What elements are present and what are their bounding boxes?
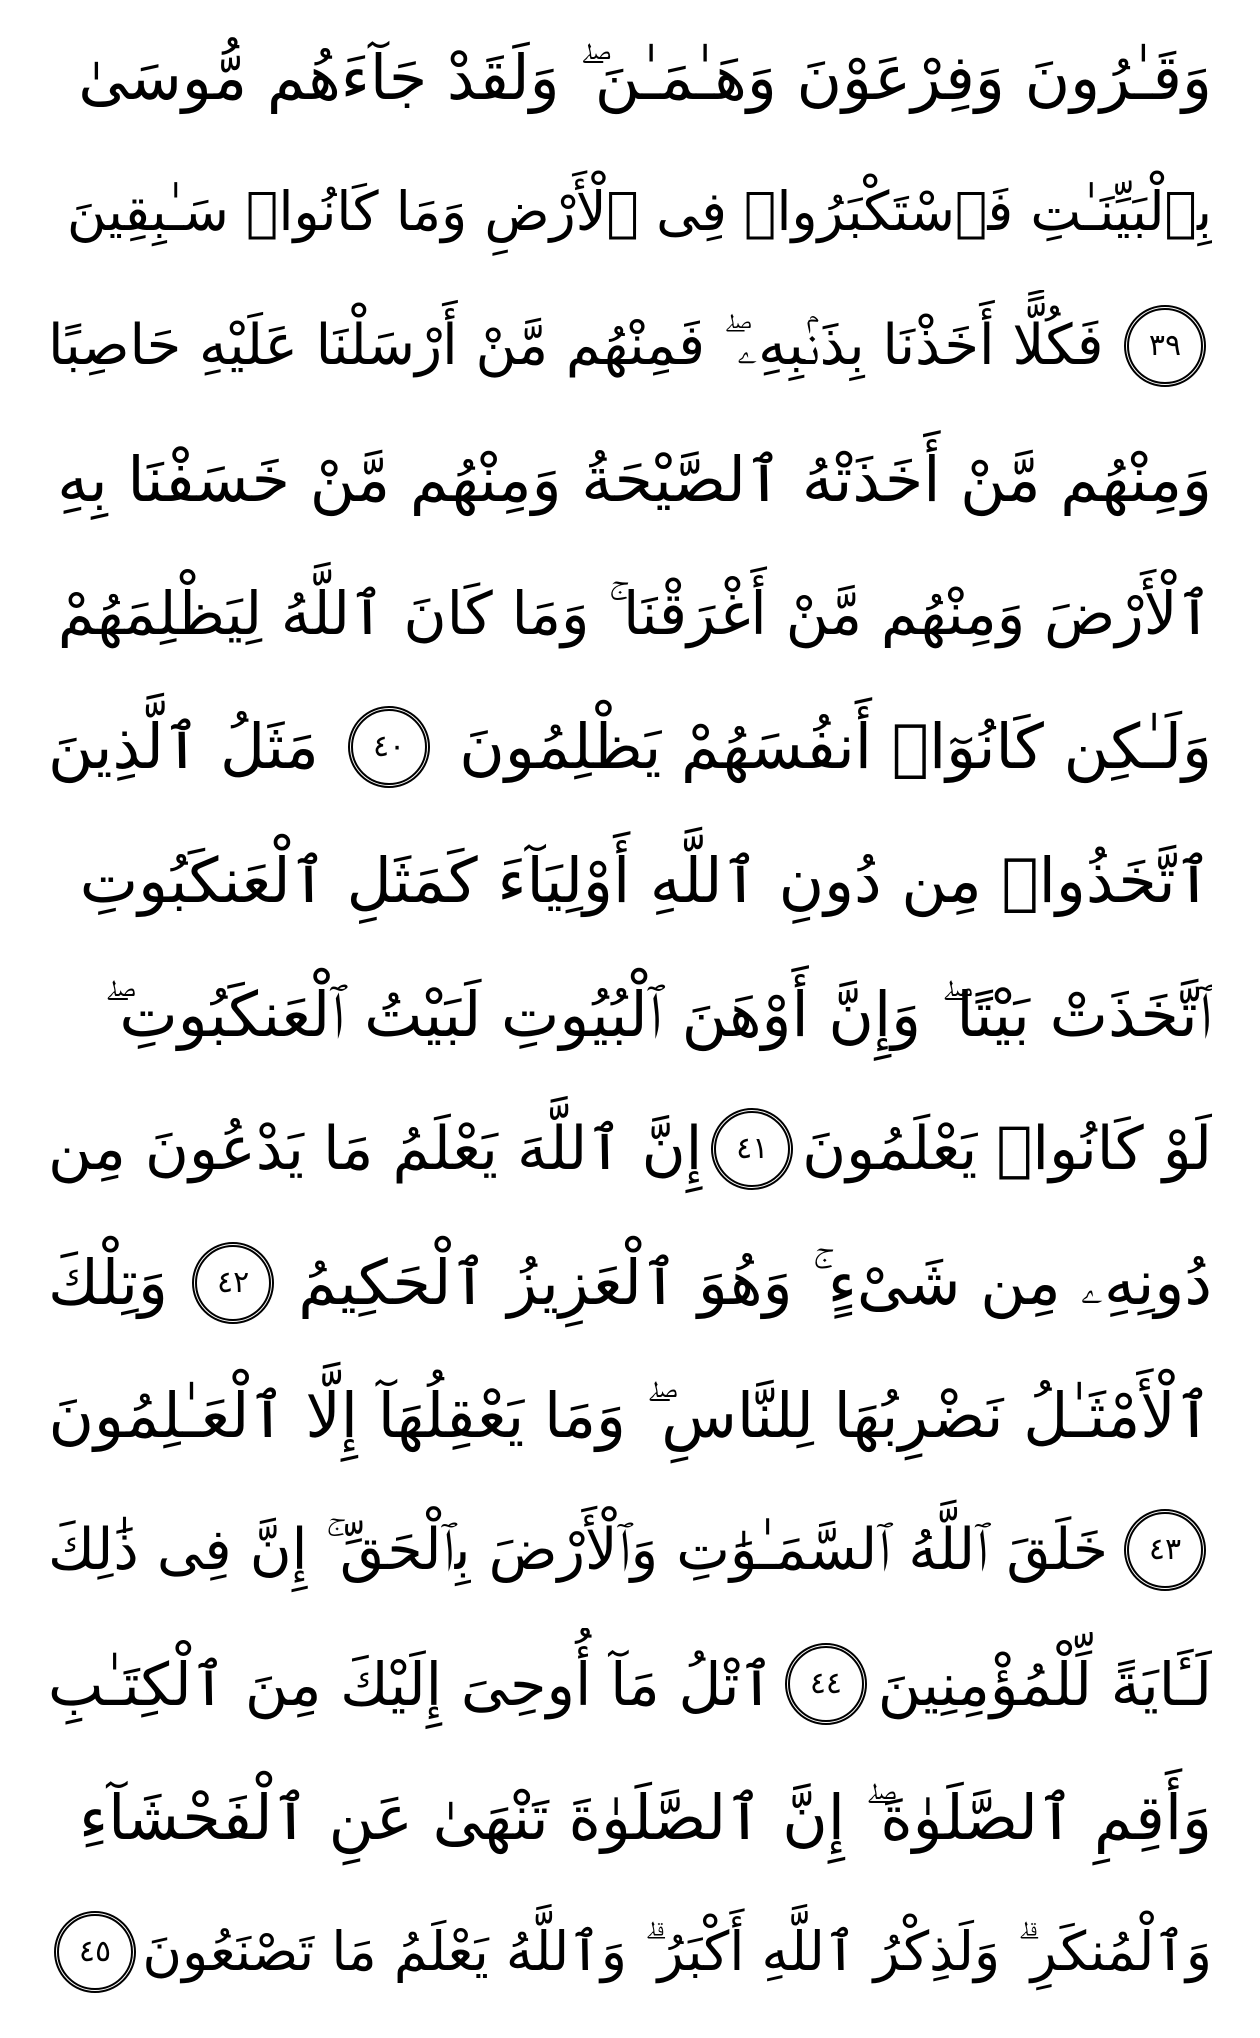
verse-line	[48, 22, 1212, 134]
verse-text: بِٱلْبَيِّنَـٰتِ فَٱسْتَكْبَرُوا۟ فِى ٱلْأَرْضِ وَمَا كَانُوا۟ سَـٰبِقِينَ	[66, 179, 1212, 243]
ayah-number-marker: ٤٣	[1124, 1509, 1206, 1591]
verse-text: فَكُلًّا أَخَذْنَا بِذَنۢبِهِۦ ۖ فَمِنْهُم مَّنْ أَرْسَلْنَا عَلَيْهِ حَاصِبًا	[48, 312, 1104, 378]
ayah-number-marker: ٤٤	[785, 1643, 867, 1725]
verse-text: وَلَـٰكِن كَانُوٓا۟ أَنفُسَهُمْ يَظْلِمُونَ	[459, 710, 1212, 784]
verse-line	[48, 290, 1212, 402]
verse-line	[48, 1762, 1212, 1874]
verse-text: خَلَقَ ٱللَّهُ ٱلسَّمَـٰوَٰتِ وَٱلْأَرْضَ بِٱلْحَقِّ ۚ إِنَّ فِى ذَٰلِكَ	[48, 1516, 1108, 1583]
ayah-number-marker: ٤٠	[348, 706, 430, 788]
verse-text: ٱتَّخَذَتْ بَيْتًا ۖ وَإِنَّ أَوْهَنَ ٱلْبُيُوتِ لَبَيْتُ ٱلْعَنكَبُوتِ ۖ	[103, 977, 1212, 1051]
verse-text: ٱتْلُ مَآ أُوحِىَ إِلَيْكَ مِنَ ٱلْكِتَـٰبِ	[48, 1649, 775, 1719]
verse-text: ٱلْأَمْثَـٰلُ نَضْرِبُهَا لِلنَّاسِ ۖ وَمَا يَعْقِلُهَآ إِلَّا ٱلْعَـٰلِمُونَ	[48, 1379, 1212, 1453]
verse-text: مَثَلُ ٱلَّذِينَ	[48, 710, 319, 784]
verse-text: لَـَٔايَةً لِّلْمُؤْمِنِينَ	[877, 1649, 1212, 1719]
verse-line	[48, 1227, 1212, 1339]
ayah-number-marker: ٣٩	[1124, 305, 1206, 387]
verse-line	[48, 691, 1212, 803]
verse-line	[48, 959, 1212, 1071]
verse-lines	[48, 22, 1212, 2008]
verse-text: دُونِهِۦ مِن شَىْءٍ ۚ وَهُوَ ٱلْعَزِيزُ ٱلْحَكِيمُ	[298, 1245, 1212, 1319]
verse-text: وَقَـٰرُونَ وَفِرْعَوْنَ وَهَـٰمَـٰنَ ۖ وَلَقَدْ جَآءَهُم مُّوسَىٰ	[78, 41, 1212, 114]
verse-text: ٱتَّخَذُوا۟ مِن دُونِ ٱللَّهِ أَوْلِيَآءَ كَمَثَلِ ٱلْعَنكَبُوتِ	[79, 844, 1212, 918]
verse-text: وَٱلْمُنكَرِ ۗ وَلَذِكْرُ ٱللَّهِ أَكْبَرُ ۗ وَٱللَّهُ يَعْلَمُ مَا تَصْنَعُونَ	[142, 1919, 1212, 1983]
ayah-number-marker: ٤١	[711, 1108, 793, 1190]
verse-text: وَأَقِمِ ٱلصَّلَوٰةَ ۖ إِنَّ ٱلصَّلَوٰةَ تَنْهَىٰ عَنِ ٱلْفَحْشَآءِ	[79, 1780, 1212, 1854]
verse-line	[48, 825, 1212, 937]
verse-line	[48, 1896, 1212, 2008]
verse-line	[48, 424, 1212, 536]
ayah-number-marker: ٤٢	[192, 1242, 274, 1324]
ayah-number-marker: ٤٥	[54, 1911, 136, 1993]
verse-line	[48, 1360, 1212, 1472]
verse-text: إِنَّ ٱللَّهَ يَعْلَمُ مَا يَدْعُونَ مِن	[48, 1113, 703, 1184]
verse-line	[48, 1628, 1212, 1740]
verse-line	[48, 1494, 1212, 1606]
verse-text: وَمِنْهُم مَّنْ أَخَذَتْهُ ٱلصَّيْحَةُ وَمِنْهُم مَّنْ خَسَفْنَا بِهِ	[57, 442, 1212, 516]
verse-text: لَوْ كَانُوا۟ يَعْلَمُونَ	[802, 1113, 1212, 1184]
verse-line	[48, 1093, 1212, 1205]
verse-text: ٱلْأَرْضَ وَمِنْهُم مَّنْ أَغْرَقْنَا ۚ وَمَا كَانَ ٱللَّهُ لِيَظْلِمَهُمْ	[57, 578, 1212, 648]
verse-line	[48, 156, 1212, 268]
verse-text: وَتِلْكَ	[48, 1245, 168, 1319]
verse-line	[48, 557, 1212, 669]
